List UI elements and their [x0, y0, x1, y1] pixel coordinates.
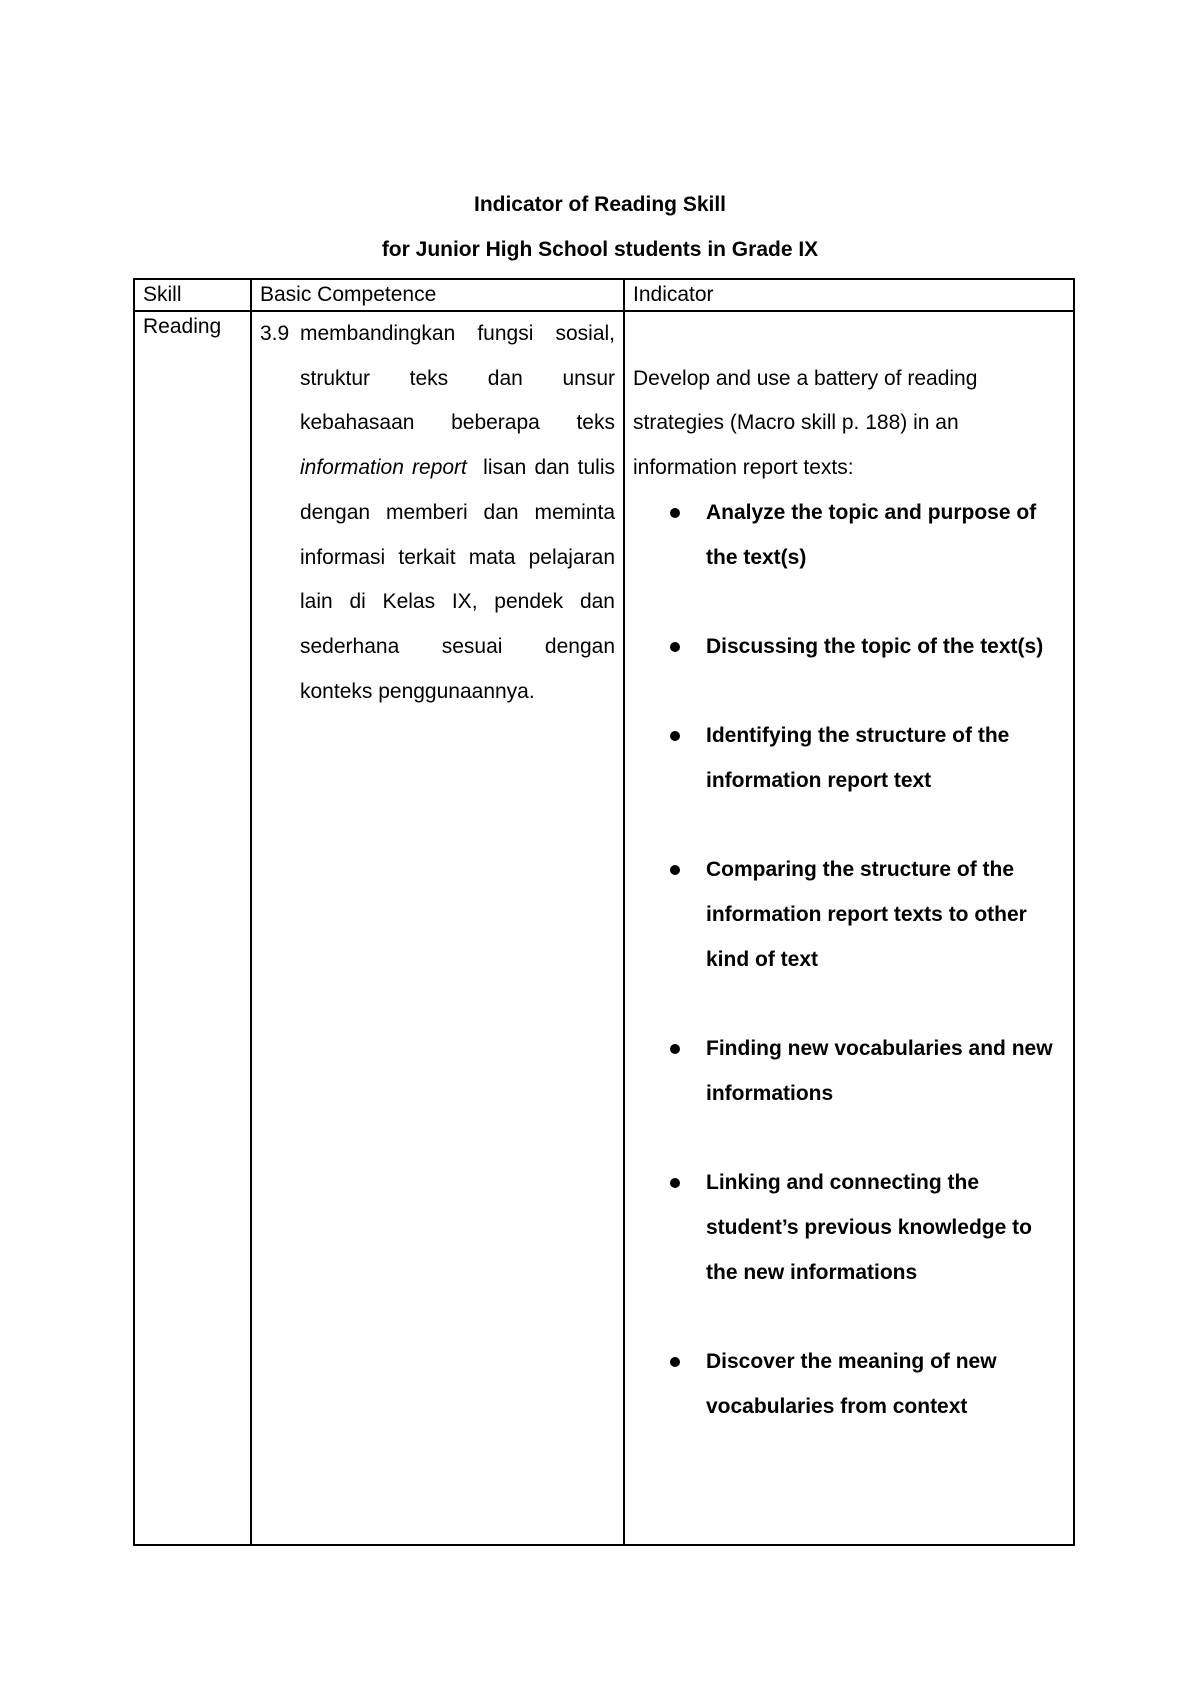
list-item [633, 1027, 1065, 1116]
bullet-icon [670, 1357, 680, 1367]
cell-basic-competence [251, 311, 624, 1545]
document-subtitle: for Junior High School students in Grade IX [381, 238, 819, 261]
header-basic-competence: Basic Competence [251, 279, 624, 311]
indicator-item-text: Finding new vocabularies and new informations [706, 1037, 1053, 1105]
indicator-item-text: Linking and connecting the student’s previous knowledge to the new informations [706, 1171, 1032, 1284]
bullet-icon [670, 731, 680, 741]
indicator-list [633, 491, 1065, 1430]
list-item [633, 714, 1065, 803]
indicator-intro: Develop and use a battery of reading strategies (Macro skill p. 188) in an information report texts: [633, 366, 978, 480]
bullet-icon [670, 1178, 680, 1188]
indicator-table [133, 278, 1075, 1546]
table-header-row [134, 279, 1074, 311]
competence-part-2: lisan dan tulis dengan memberi dan meminta informasi terkait mata pelajaran lain di Kelas IX, pendek dan sederhana sesuai dengan konteks penggunaannya. [300, 456, 616, 703]
bullet-icon [670, 642, 680, 652]
list-item [633, 1340, 1065, 1429]
indicator-item-text: Identifying the structure of the information report text [706, 724, 1010, 792]
list-item [633, 625, 1065, 670]
bullet-icon [670, 865, 680, 875]
competence-text [260, 312, 615, 714]
competence-part-1: membandingkan fungsi sosial, struktur teks dan unsur kebahasaan beberapa teks [300, 322, 615, 435]
indicator-item-text: Comparing the structure of the information report texts to other kind of text [706, 858, 1027, 971]
bullet-icon [670, 508, 680, 518]
bullet-icon [670, 1044, 680, 1054]
indicator-item-text: Discover the meaning of new vocabularies from context [706, 1350, 997, 1418]
table-row [134, 311, 1074, 1545]
list-item [633, 491, 1065, 580]
indicator-item-text: Analyze the topic and purpose of the text(s) [706, 500, 1037, 569]
header-indicator: Indicator [624, 279, 1074, 311]
document-title: Indicator of Reading Skill [473, 193, 727, 216]
cell-skill [134, 311, 251, 1545]
list-item [633, 848, 1065, 982]
competence-italic-term: information report [300, 456, 467, 480]
header-skill: Skill [134, 279, 251, 311]
skill-label: Reading [143, 315, 222, 338]
indicator-item-text: Discussing the topic of the text(s) [706, 634, 1044, 658]
competence-number: 3.9 [260, 322, 290, 345]
list-item [633, 1161, 1065, 1295]
cell-indicator [624, 311, 1074, 1545]
